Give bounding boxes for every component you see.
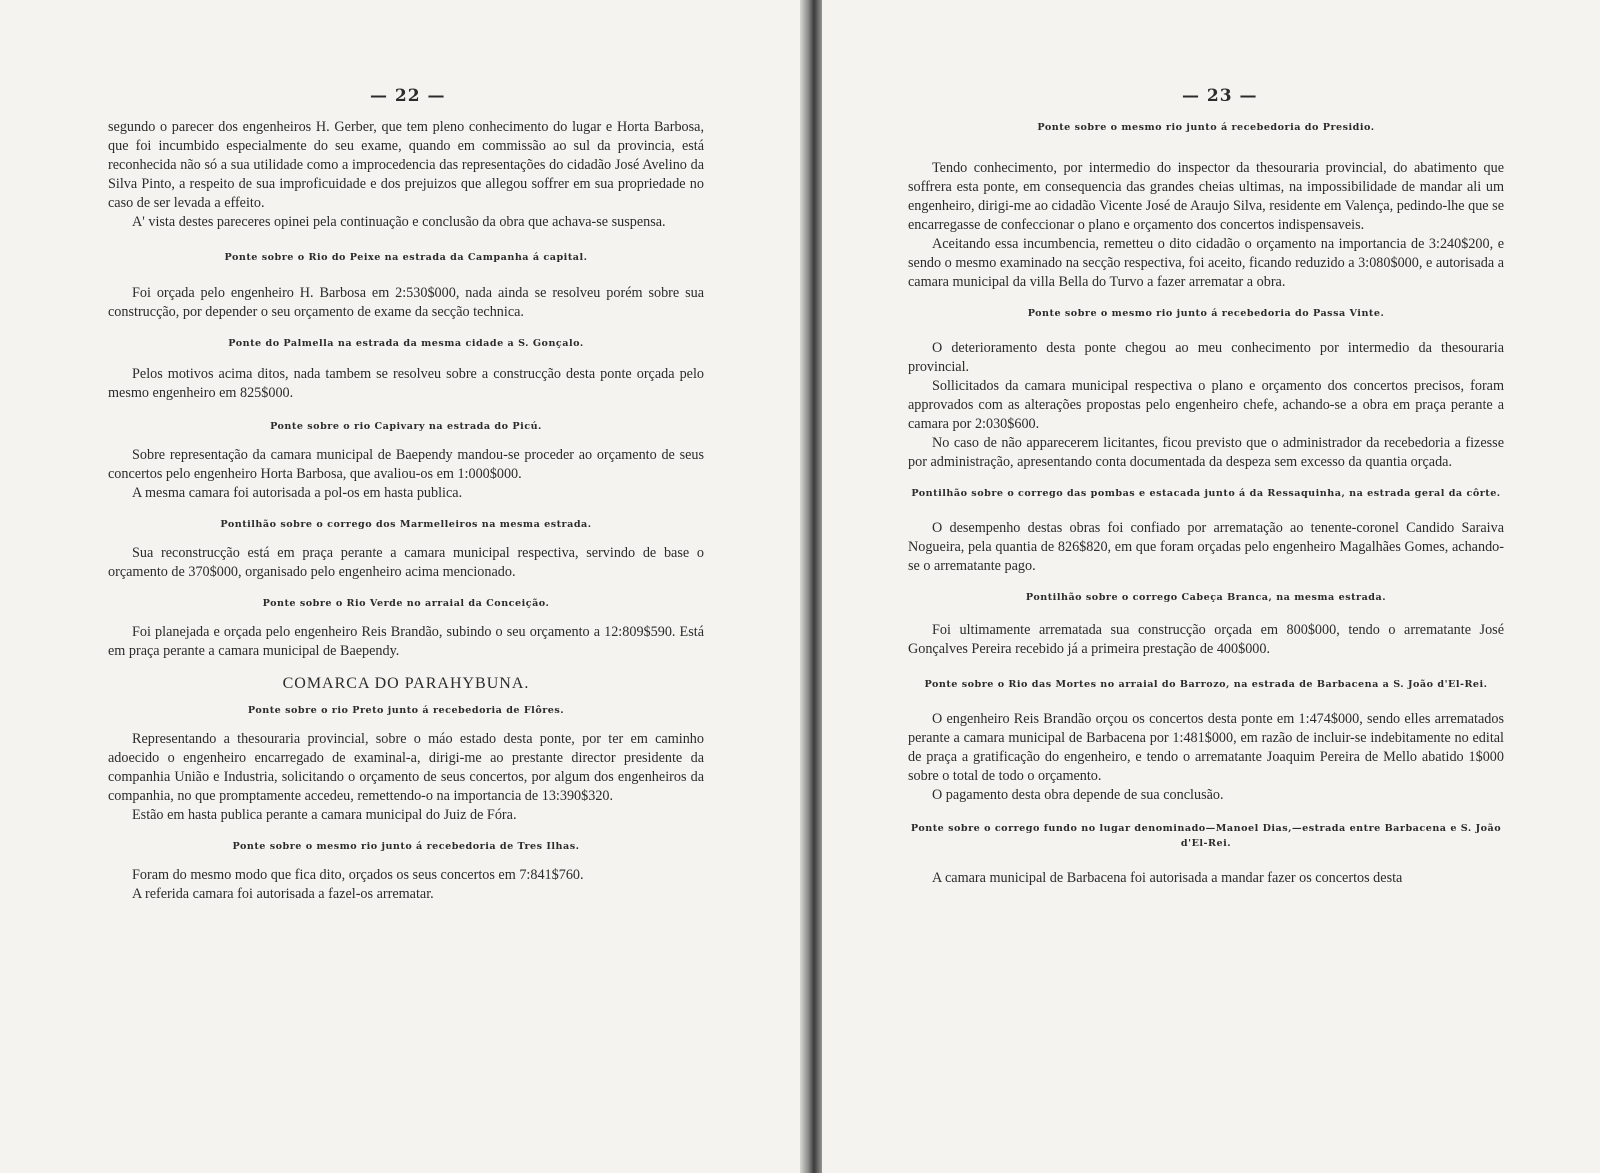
paragraph: Foi ultimamente arrematada sua construcção orçada em 800$000, tendo o arrematante José Gonçalves Pereira recebido já a primeira prestação de 400$000. bbox=[908, 622, 1504, 657]
paragraph: O engenheiro Reis Brandão orçou os concertos desta ponte em 1:474$000, sendo elles arrematados perante a camara municipal de Barbacena por 1:481$000, em razão de incluir-se indebitamente no edital de praça a gratificação do engenheiro, e tendo o arrematante Joaquim Pereira de Mello abatido 1$000 sobre o total de todo o orçamento. bbox=[908, 711, 1504, 784]
section-heading: Ponte sobre o Rio das Mortes no arraial do Barrozo, na estrada de Barbacena a S. João d'El-Rei. bbox=[924, 679, 1488, 690]
paragraph: A referida camara foi autorisada a fazel-os arrematar. bbox=[132, 886, 434, 902]
paragraph: A camara municipal de Barbacena foi autorisada a mandar fazer os concertos desta bbox=[932, 870, 1403, 886]
section-heading: Ponte sobre o Rio do Peixe na estrada da Campanha á capital. bbox=[224, 252, 588, 263]
paragraph: Aceitando essa incumbencia, remetteu o dito cidadão o orçamento na importancia de 3:240$200, e sendo o mesmo examinado na secção respectiva, foi aceito, ficando reduzido a 3:080$000, e autorisada a camara municipal da villa Bella do Turvo a fazer arrematar a obra. bbox=[908, 236, 1504, 290]
comarca-heading: COMARCA DO PARAHYBUNA. bbox=[282, 675, 530, 692]
section-heading: Ponte sobre o rio Preto junto á recebedoria de Flôres. bbox=[247, 705, 565, 716]
paragraph: A' vista destes pareceres opinei pela continuação e conclusão da obra que achava-se suspensa. bbox=[132, 214, 666, 230]
paragraph: Tendo conhecimento, por intermedio do inspector da thesouraria provincial, do abatimento que soffrera esta ponte, em consequencia das grandes cheias ultimas, na impossibilidade de mandar ali um engenheiro, dirigi-me ao cidadão Vicente José de Araujo Silva, residente em Valença, pedindo-lhe que se encarregasse de confeccionar o plano e orçamento dos concertos indispensaveis. bbox=[908, 160, 1504, 233]
right-page-content bbox=[908, 120, 1504, 888]
paragraph: Foram do mesmo modo que fica dito, orçados os seus concertos em 7:841$760. bbox=[132, 867, 584, 883]
paragraph: O desempenho destas obras foi confiado por arrematação ao tenente-coronel Candido Saraiva Nogueira, pela quantia de 826$820, em que foram orçadas pelo engenheiro Magalhães Gomes, achando-se o arrematante pago. bbox=[908, 520, 1504, 574]
section-heading: Ponte do Palmella na estrada da mesma cidade a S. Gonçalo. bbox=[228, 338, 584, 349]
right-page bbox=[822, 0, 1600, 1173]
section-heading: Ponte sobre o corrego fundo no lugar denominado—Manoel Dias,—estrada entre Barbacena e S. João d'El-Rei. bbox=[910, 823, 1502, 849]
section-heading: Ponte sobre o Rio Verde no arraial da Conceição. bbox=[262, 598, 550, 609]
paragraph: Sollicitados da camara municipal respectiva o plano e orçamento dos concertos precisos, foram approvados com as alterações propostas pelo engenheiro chefe, achando-se a obra em praça perante a camara por 2:030$600. bbox=[908, 378, 1504, 432]
left-page-content bbox=[108, 118, 704, 904]
paragraph: Sua reconstrucção está em praça perante a camara municipal respectiva, servindo de base o orçamento de 370$000, organisado pelo engenheiro acima mencionado. bbox=[108, 545, 704, 580]
paragraph: Foi planejada e orçada pelo engenheiro Reis Brandão, subindo o seu orçamento a 12:809$590. Está em praça perante a camara municipal de Baependy. bbox=[108, 624, 704, 659]
page-number: — 23 — bbox=[1182, 86, 1258, 106]
paragraph: Representando a thesouraria provincial, sobre o máo estado desta ponte, por ter em caminho adoecido o engenheiro encarregado de examinal-a, dirigi-me ao prestante director presidente da companhia União e Industria, solicitando o orçamento de seus concertos, por algum dos engenheiros da companhia, no que promptamente accedeu, remettendo-o na importancia de 13:390$320. bbox=[108, 731, 704, 804]
paragraph: No caso de não apparecerem licitantes, ficou previsto que o administrador da recebedoria a fizesse por administração, apresentando conta documentada da despeza sem excesso da quantia orçada. bbox=[908, 435, 1504, 470]
paragraph: A mesma camara foi autorisada a pol-os em hasta publica. bbox=[132, 485, 463, 501]
paragraph: O pagamento desta obra depende de sua conclusão. bbox=[932, 787, 1224, 803]
section-heading: Ponte sobre o mesmo rio junto á recebedoria do Passa Vinte. bbox=[1027, 308, 1385, 319]
paragraph: segundo o parecer dos engenheiros H. Gerber, que tem pleno conhecimento do lugar e Horta Barbosa, que foi incumbido especialmente do seu exame, quando em commissão ao sul da provincia, está reconhecida não só a sua utilidade como a improcedencia das representações do cidadão José Avelino da Silva Pinto, a respeito de sua improficuidade e dos prejuizos que allegou soffrer em sua propriedade no caso de ser levada a effeito. bbox=[108, 119, 704, 211]
section-heading: Pontilhão sobre o corrego Cabeça Branca, na mesma estrada. bbox=[1025, 592, 1387, 603]
section-heading: Ponte sobre o rio Capivary na estrada do Picú. bbox=[270, 421, 542, 432]
paragraph: Pelos motivos acima ditos, nada tambem se resolveu sobre a construcção desta ponte orçada pelo mesmo engenheiro em 825$000. bbox=[108, 366, 704, 401]
paragraph: Foi orçada pelo engenheiro H. Barbosa em 2:530$000, nada ainda se resolveu porém sobre sua construcção, por depender o seu orçamento de exame da secção technica. bbox=[108, 285, 704, 320]
section-heading: Pontilhão sobre o corrego dos Marmelleiros na mesma estrada. bbox=[220, 519, 592, 530]
section-heading: Ponte sobre o mesmo rio junto á recebedoria de Tres Ilhas. bbox=[232, 841, 580, 852]
paragraph: Sobre representação da camara municipal de Baependy mandou-se proceder ao orçamento de seus concertos pelo engenheiro Horta Barbosa, que avaliou-os em 1:000$000. bbox=[108, 447, 704, 482]
page-number: — 22 — bbox=[370, 86, 446, 106]
paragraph: O deterioramento desta ponte chegou ao meu conhecimento por intermedio da thesouraria provincial. bbox=[908, 340, 1504, 375]
section-heading: Pontilhão sobre o corrego das pombas e estacada junto á da Ressaquinha, na estrada geral da côrte. bbox=[911, 488, 1501, 499]
paragraph: Estão em hasta publica perante a camara municipal do Juiz de Fóra. bbox=[132, 807, 517, 823]
section-heading: Ponte sobre o mesmo rio junto á recebedoria do Presidio. bbox=[1037, 122, 1375, 133]
